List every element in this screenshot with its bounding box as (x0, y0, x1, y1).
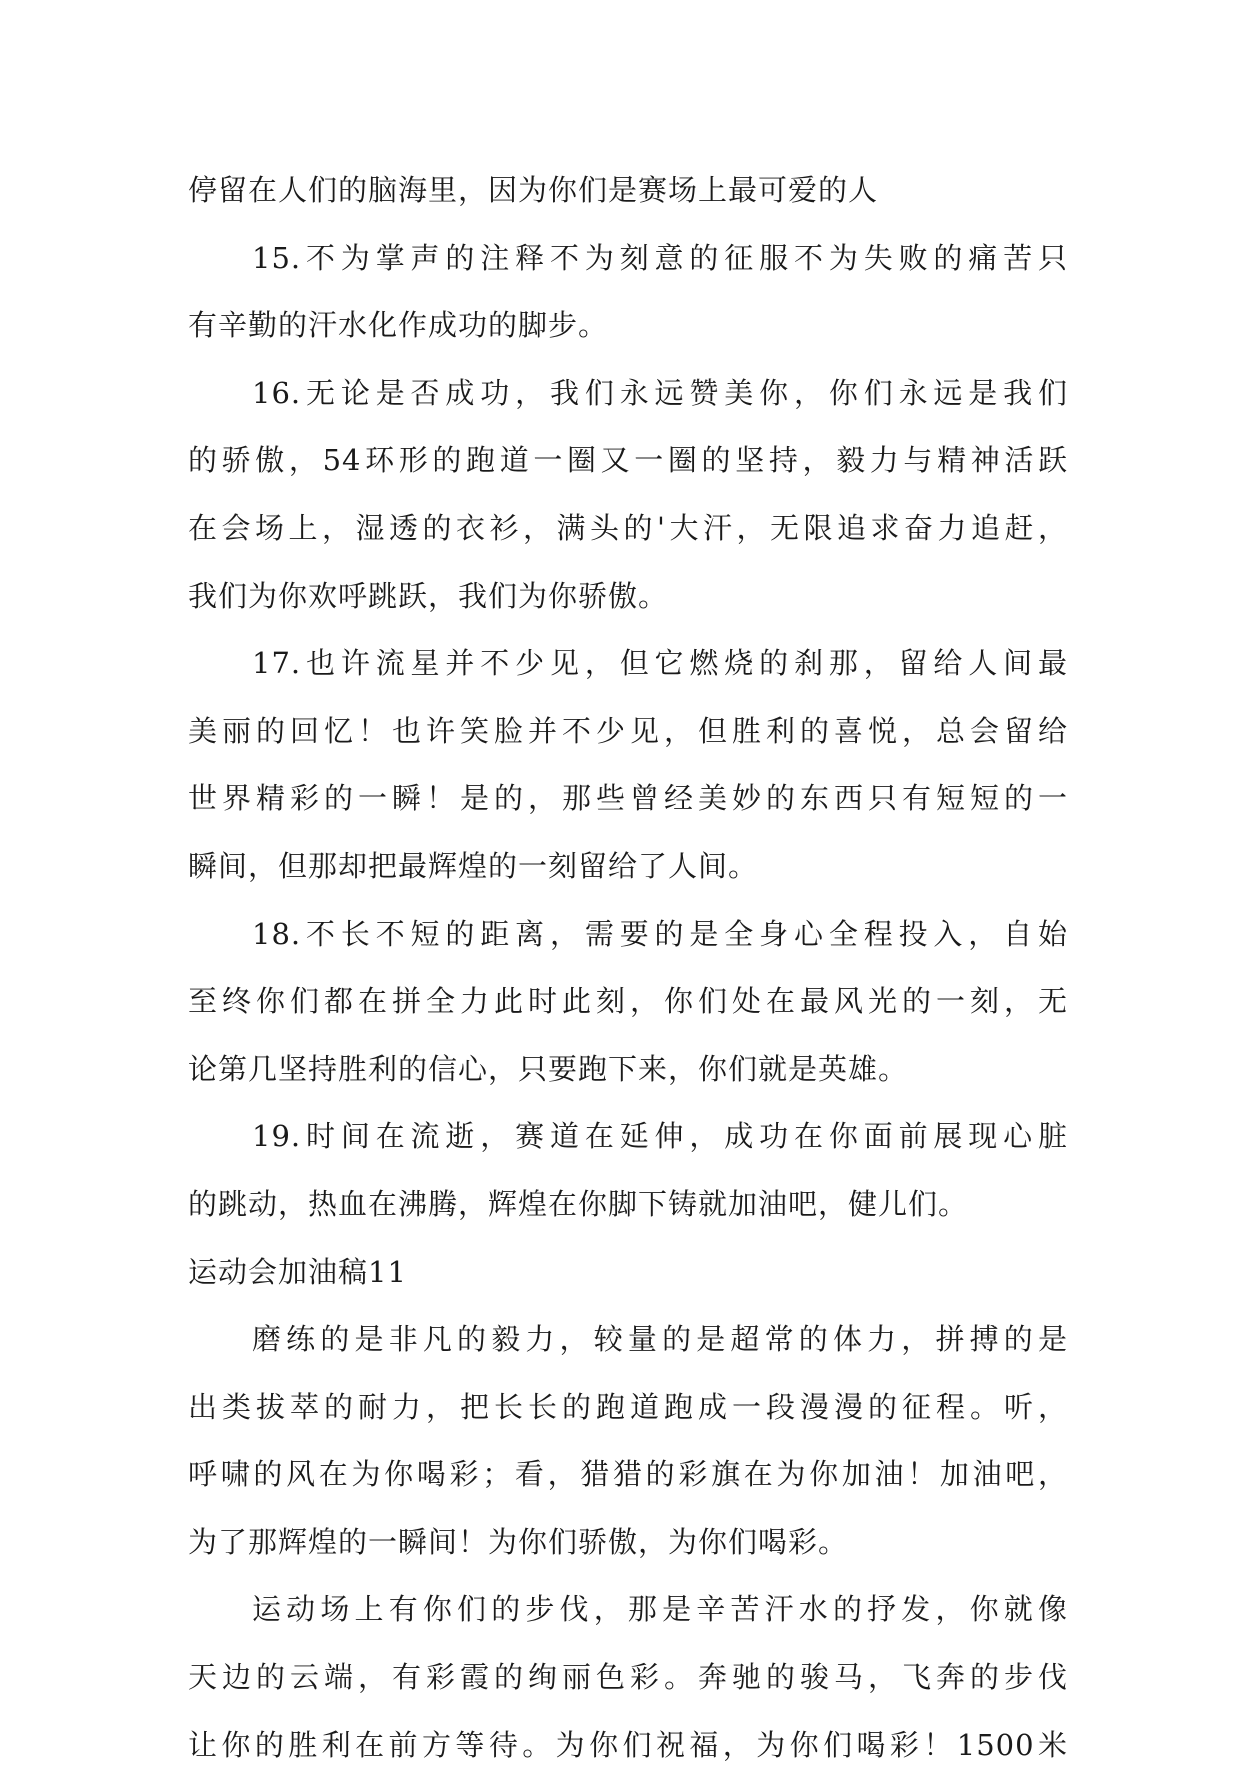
text-line: 17.也许流星并不少见，但它燃烧的刹那，留给人间最 (252, 646, 1068, 681)
text-line: 我们为你欢呼跳跃，我们为你骄傲。 (188, 578, 669, 613)
text-line: 的跳动，热血在沸腾，辉煌在你脚下铸就加油吧，健儿们。 (188, 1186, 969, 1221)
text-line: 瞬间，但那却把最辉煌的一刻留给了人间。 (188, 848, 759, 883)
text-line: 16.无论是否成功，我们永远赞美你，你们永远是我们 (252, 375, 1068, 410)
text-line: 的骄傲，54环形的跑道一圈又一圈的坚持，毅力与精神活跃 (188, 443, 1068, 478)
text-line: 让你的胜利在前方等待。为你们祝福，为你们喝彩！1500米 (188, 1727, 1068, 1762)
text-line: 15.不为掌声的注释不为刻意的征服不为失败的痛苦只 (252, 240, 1068, 275)
text-line: 呼啸的风在为你喝彩；看，猎猎的彩旗在为你加油！加油吧， (188, 1457, 1068, 1492)
text-line: 至终你们都在拼全力此时此刻，你们处在最风光的一刻，无 (188, 984, 1068, 1019)
text-line: 磨练的是非凡的毅力，较量的是超常的体力，拼搏的是 (252, 1322, 1068, 1357)
text-line: 天边的云端，有彩霞的绚丽色彩。奔驰的骏马，飞奔的步伐 (188, 1660, 1068, 1695)
text-line: 世界精彩的一瞬！是的，那些曾经美妙的东西只有短短的一 (188, 781, 1068, 816)
text-line: 为了那辉煌的一瞬间！为你们骄傲，为你们喝彩。 (188, 1524, 849, 1559)
text-line: 有辛勤的汗水化作成功的脚步。 (188, 308, 609, 343)
text-line: 运动场上有你们的步伐，那是辛苦汗水的抒发，你就像 (252, 1592, 1068, 1627)
text-line: 论第几坚持胜利的信心，只要跑下来，你们就是英雄。 (188, 1051, 909, 1086)
document-body (188, 157, 1068, 1779)
text-line: 出类拔萃的耐力，把长长的跑道跑成一段漫漫的征程。听， (188, 1389, 1068, 1424)
text-line: 19.时间在流逝，赛道在延伸，成功在你面前展现心脏 (252, 1119, 1068, 1154)
text-line: 运动会加油稿11 (188, 1254, 407, 1289)
text-line: 在会场上，湿透的衣衫，满头的'大汗，无限追求奋力追赶， (188, 510, 1068, 545)
text-line: 停留在人们的脑海里，因为你们是赛场上最可爱的人 (188, 173, 879, 207)
text-line: 18.不长不短的距离，需要的是全身心全程投入，自始 (252, 916, 1068, 951)
text-line: 美丽的回忆！也许笑脸并不少见，但胜利的喜悦，总会留给 (188, 713, 1068, 748)
